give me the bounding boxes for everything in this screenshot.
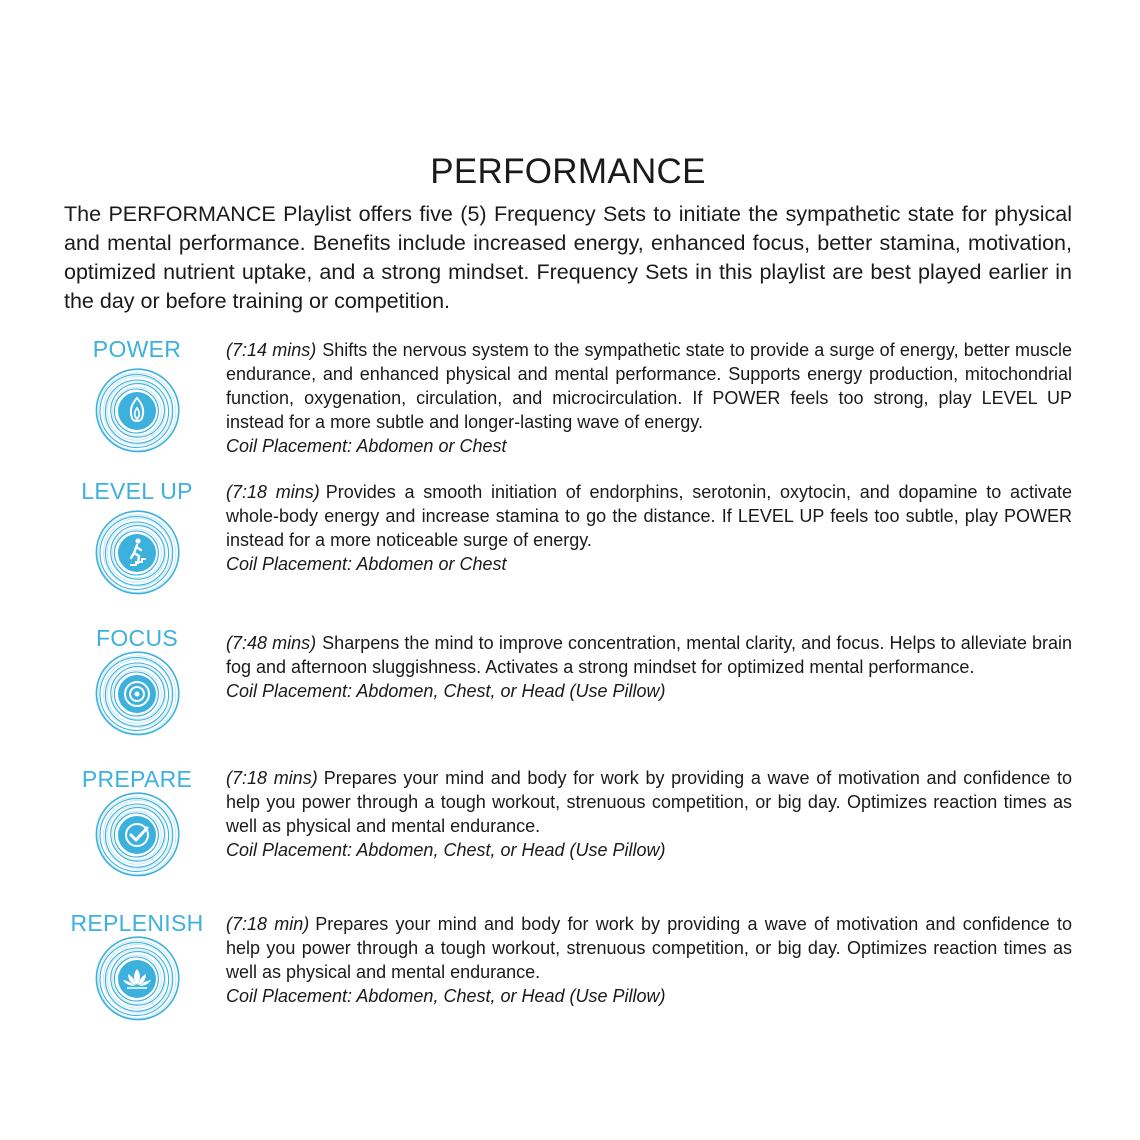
coil-placement: Coil Placement: Abdomen, Chest, or Head (Use Pillow) — [226, 681, 666, 701]
coil-placement: Coil Placement: Abdomen, Chest, or Head (Use Pillow) — [226, 840, 666, 860]
coil-placement: Coil Placement: Abdomen, Chest, or Head (Use Pillow) — [226, 986, 666, 1006]
set-duration: (7:18 mins) — [226, 482, 320, 502]
set-description — [226, 912, 1072, 1008]
set-text: Provides a smooth initiation of endorphins, serotonin, oxytocin, and dopamine to activate whole-body energy and increase stamina to go the distance. If LEVEL UP feels too subtle, play POWER instead for a more noticeable surge of energy. — [226, 482, 1073, 550]
set-duration: (7:14 mins) — [226, 340, 317, 360]
set-label: REPLENISH — [70, 910, 204, 936]
set-duration: (7:18 mins) — [226, 768, 318, 788]
check-badge-icon — [94, 792, 180, 878]
page-title: PERFORMANCE — [430, 152, 706, 191]
flame-icon — [94, 368, 180, 454]
set-label: FOCUS — [96, 625, 178, 651]
lotus-icon — [94, 936, 180, 1022]
set-description — [226, 766, 1072, 862]
climbing-stairs-icon — [94, 510, 180, 596]
set-text: Sharpens the mind to improve concentration, mental clarity, and focus. Helps to alleviate brain fog and afternoon sluggishness. Activates a strong mindset for optimized mental performance. — [226, 633, 1072, 677]
set-duration: (7:18 min) — [226, 914, 310, 934]
set-text: Shifts the nervous system to the sympathetic state to provide a surge of energy, better muscle endurance, and enhanced physical and mental performance. Supports energy production, mitochondrial function, oxygenation, circulation, and microcirculation. If POWER feels too strong, play LEVEL UP instead for a more subtle and longer-lasting wave of energy. — [226, 340, 1072, 432]
set-label: PREPARE — [81, 766, 193, 792]
set-label: LEVEL UP — [81, 478, 193, 504]
set-description — [226, 480, 1072, 576]
set-text: Prepares your mind and body for work by providing a wave of motivation and confidence to help you power through a tough workout, strenuous competition, or big day. Optimizes reaction times as well as physical and mental endurance. — [226, 914, 1072, 982]
set-description — [226, 338, 1072, 458]
target-icon — [94, 651, 180, 737]
coil-placement: Coil Placement: Abdomen or Chest — [226, 436, 507, 456]
set-duration: (7:48 mins) — [226, 633, 317, 653]
set-text: Prepares your mind and body for work by providing a wave of motivation and confidence to help you power through a tough workout, strenuous competition, or big day. Optimizes reaction times as well as physical and mental endurance. — [226, 768, 1072, 836]
set-description — [226, 631, 1072, 703]
set-label: POWER — [92, 336, 182, 362]
intro-paragraph: The PERFORMANCE Playlist offers five (5) Frequency Sets to initiate the sympathetic state for physical and mental performance. Benefits include increased energy, enhanced focus, better stamina, motivation, optimized nutrient uptake, and a strong mindset. Frequency Sets in this playlist are best played earlier in the day or before training or competition. — [64, 202, 1072, 313]
coil-placement: Coil Placement: Abdomen or Chest — [226, 554, 507, 574]
